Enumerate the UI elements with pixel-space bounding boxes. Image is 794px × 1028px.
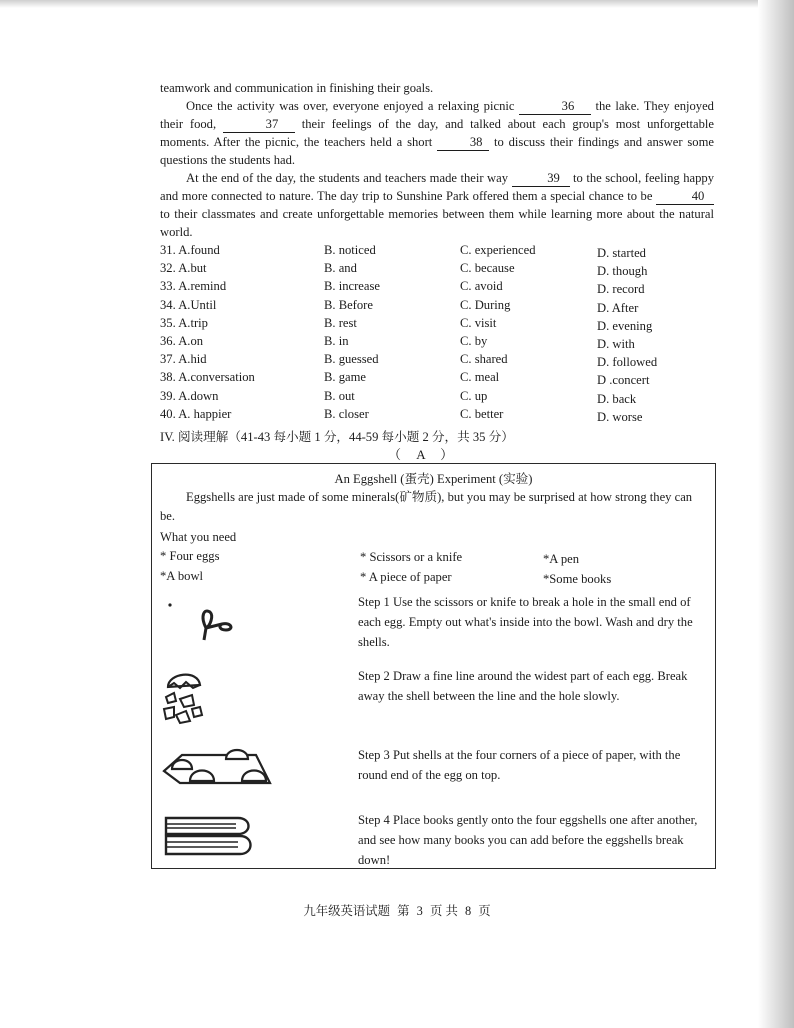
step-4: Step 4 Place books gently onto the four eggshells one after another, and see how many books you can add before the eggshells break down!	[358, 813, 698, 867]
section-heading: IV. 阅读理解（41-43 每小题 1 分，44-59 每小题 2 分，共 35 分）	[160, 430, 514, 444]
blank-40: 40	[656, 189, 714, 205]
option-row: 39. A.down B. out C. up D. back	[160, 388, 637, 406]
step-1: Step 1 Use the scissors or knife to break a hole in the small end of each egg. Empty out what's inside into the bowl. Wash and dry the shells.	[358, 595, 693, 649]
option-row: 36. A.on B. in C. by D. with	[160, 333, 635, 351]
eggshells-on-paper-icon	[160, 747, 272, 787]
option-row: 31. A.found B. noticed C. experienced D. started	[160, 243, 646, 260]
option-row: 33. A.remind B. increase C. avoid D. record	[160, 279, 645, 297]
passage-paragraph-2: Once the activity was over, everyone enjoyed a relaxing picnic 36 the lake. They enjoyed their food, 37 their feelings of the day, and talked about each group's most unforgettable moments. After the picnic, the teachers held a short 38 to discuss their findings and answer some questions the students had.	[160, 99, 714, 167]
blank-39: 39	[512, 171, 570, 187]
option-row: 37. A.hid B. guessed C. shared D. followed	[160, 352, 658, 370]
option-row: 40. A. happier B. closer C. better D. worse	[160, 406, 643, 424]
option-row: 34. A.Until B. Before C. During D. After	[160, 297, 639, 315]
page-total: 8	[464, 904, 472, 918]
materials-heading: What you need	[160, 530, 237, 544]
reading-intro: Eggshells are just made of some minerals(矿物质), but you may be surprised at how strong they can be.	[160, 490, 693, 523]
page-footer: 九年级英语试题 第 3 页 共 8 页	[303, 904, 491, 918]
material-item: *A bowl	[160, 569, 204, 583]
step-2: Step 2 Draw a fine line around the widest part of each egg. Break away the shell between the line and the hole slowly.	[358, 669, 688, 703]
broken-eggshell-icon	[162, 667, 212, 729]
answer-options	[160, 243, 720, 425]
step-3: Step 3 Put shells at the four corners of a piece of paper, with the round end of the egg on top.	[358, 748, 681, 782]
passage-paragraph-3: At the end of the day, the students and teachers made their way 39 to the school, feeling happy and more connected to nature. The day trip to Sunshine Park offered them a special chance to be 40 to their classmates and create unforgettable memories between them while learning more about the natural world.	[160, 171, 715, 239]
material-item: *A pen	[543, 552, 580, 566]
material-item: * Four eggs	[160, 549, 220, 563]
section-label: （ A ）	[388, 447, 460, 462]
reading-passage-box	[151, 463, 716, 869]
reading-title: An Eggshell (蛋壳) Experiment (实验)	[334, 472, 533, 486]
blank-36: 36	[519, 99, 591, 115]
passage-line-1: teamwork and communication in finishing their goals.	[160, 81, 434, 95]
page-current: 3	[416, 904, 423, 918]
blank-37: 37	[223, 117, 295, 133]
material-item: *Some books	[543, 572, 612, 586]
cloze-passage	[160, 79, 714, 241]
footer-subject: 九年级英语试题	[303, 904, 391, 918]
material-item: * A piece of paper	[360, 570, 452, 584]
option-row: 38. A.conversation B. game C. meal D .concert	[160, 370, 650, 388]
option-row: 35. A.trip B. rest C. visit D. evening	[160, 315, 653, 333]
scissors-icon	[164, 598, 244, 648]
scan-right-edge	[758, 0, 794, 1028]
stack-of-books-icon	[160, 814, 256, 860]
option-row: 32. A.but B. and C. because D. though	[160, 261, 648, 279]
material-item: * Scissors or a knife	[360, 550, 463, 564]
blank-38: 38	[437, 135, 489, 151]
scan-top-shadow	[0, 0, 794, 8]
